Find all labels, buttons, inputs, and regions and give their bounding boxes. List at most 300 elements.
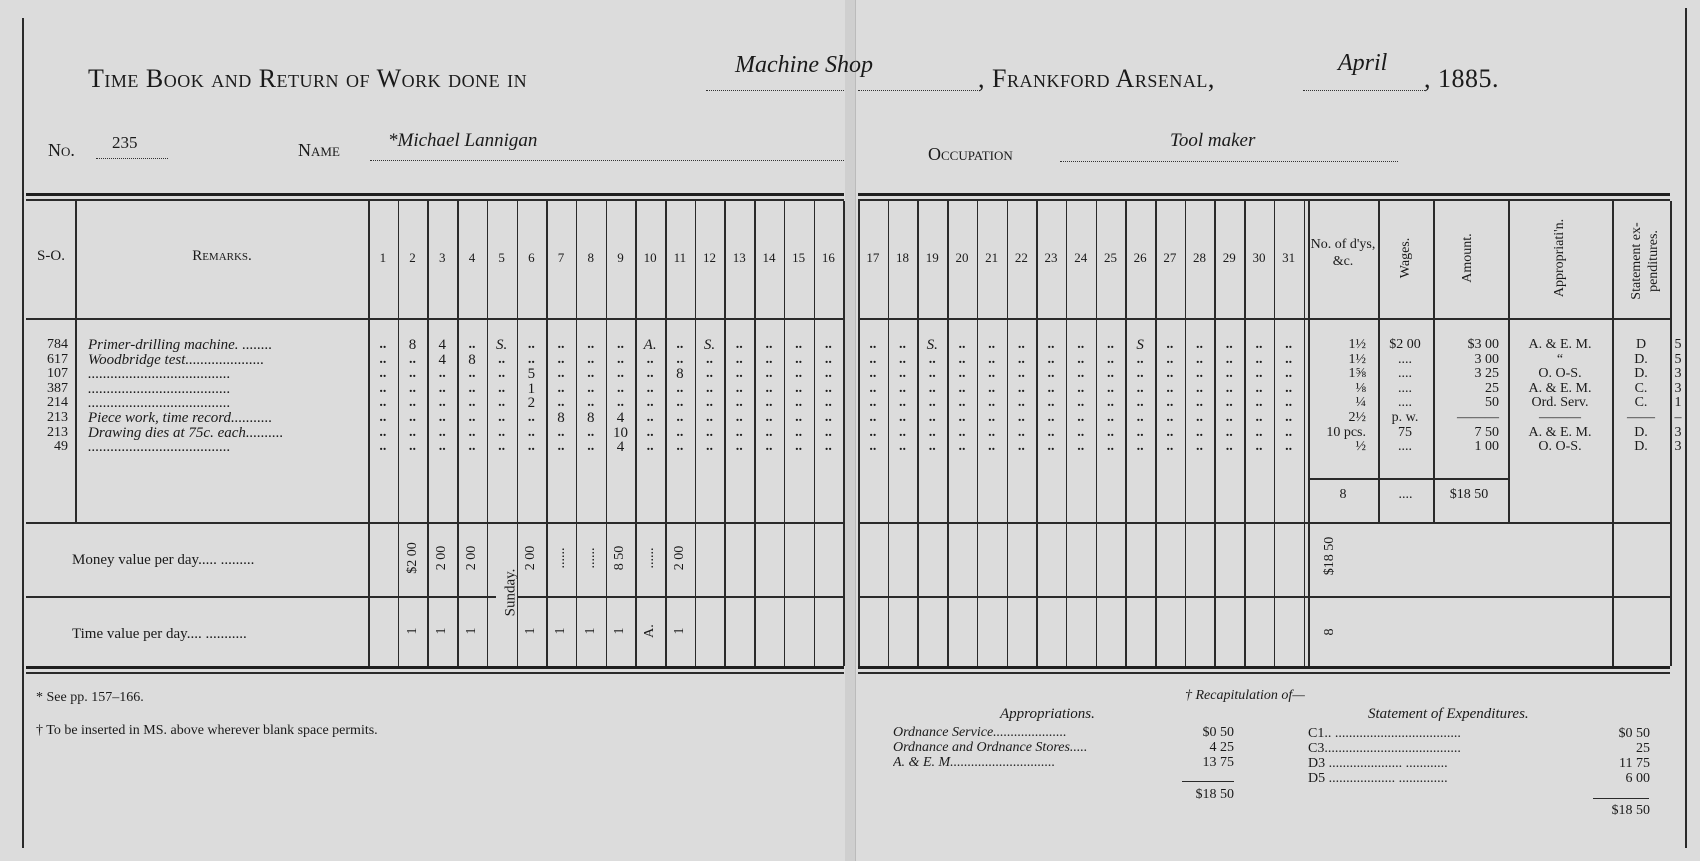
statement-cell[interactable]: D. [1634,351,1648,367]
day-cell[interactable]: .. [1225,424,1233,440]
day-cell[interactable]: .. [1166,410,1174,425]
day-cell[interactable]: .. [1106,395,1114,411]
day-cell[interactable]: .. [1285,424,1293,440]
appropriation-cell[interactable]: ——— [1539,410,1581,425]
statement-number-cell[interactable]: 3 [1674,424,1682,440]
day-cell[interactable]: .. [1225,439,1233,455]
day-cell[interactable]: .. [824,380,832,396]
day-cell[interactable]: .. [1255,410,1263,425]
day-cell[interactable]: 10 [612,424,628,441]
wages-cell[interactable]: $2 00 [1389,337,1421,352]
day-cell[interactable]: .. [735,366,743,382]
remarks-cell[interactable]: ...................................... [88,439,231,456]
day-cell[interactable]: .. [1136,424,1144,440]
day-cell[interactable]: 8 [557,410,565,426]
day-cell[interactable]: .. [706,351,714,367]
day-cell[interactable]: 8 [468,351,476,368]
day-cell[interactable]: A. [643,337,657,353]
day-cell[interactable]: .. [1017,439,1025,455]
amount-cell[interactable]: 3 25 [1474,366,1499,382]
day-cell[interactable]: .. [1166,439,1174,455]
day-cell[interactable]: .. [735,351,743,367]
day-cell[interactable]: .. [765,395,773,411]
day-cell[interactable]: .. [1285,380,1293,396]
day-cell[interactable]: .. [1225,410,1233,425]
day-cell[interactable]: .. [899,410,907,425]
day-cell[interactable]: .. [1166,395,1174,411]
day-cell[interactable]: .. [1255,439,1263,455]
wages-cell[interactable]: .... [1398,439,1412,455]
day-cell[interactable]: .. [498,424,506,440]
day-cell[interactable]: .. [468,439,476,455]
money-value-cell[interactable]: 8 50 [612,545,628,571]
day-cell[interactable]: .. [824,395,832,411]
day-cell[interactable]: .. [869,351,877,367]
day-cell[interactable]: .. [1196,351,1204,367]
day-cell[interactable]: .. [498,439,506,455]
wages-cell[interactable]: .... [1398,366,1412,382]
day-cell[interactable]: 8 [408,337,417,353]
day-cell[interactable]: .. [1017,410,1025,425]
day-cell[interactable]: .. [498,380,506,396]
money-value-cell[interactable]: ...... [553,547,569,569]
day-cell[interactable]: .. [1166,366,1174,382]
day-cell[interactable]: .. [765,410,773,425]
day-cell[interactable]: .. [735,439,743,455]
wages-cell[interactable]: .... [1398,395,1412,411]
day-cell[interactable]: .. [646,395,654,411]
day-cell[interactable]: .. [958,366,966,382]
day-cell[interactable]: .. [1077,366,1085,382]
day-cell[interactable]: .. [676,395,684,411]
amount-cell[interactable]: 25 [1485,380,1499,396]
day-cell[interactable]: .. [1077,351,1085,367]
day-cell[interactable]: .. [1166,380,1174,396]
day-cell[interactable]: .. [988,439,996,455]
day-cell[interactable]: .. [1285,366,1293,382]
day-cell[interactable]: .. [1136,351,1144,367]
remarks-cell[interactable]: Piece work, time record........... [88,410,273,426]
day-cell[interactable]: .. [735,380,743,396]
day-cell[interactable]: .. [438,424,446,440]
day-cell[interactable]: .. [1136,410,1144,425]
day-cell[interactable]: .. [899,395,907,411]
day-cell[interactable]: .. [1285,351,1293,367]
day-cell[interactable]: .. [438,380,446,396]
day-cell[interactable]: .. [988,410,996,425]
day-cell[interactable]: .. [1225,337,1233,352]
day-cell[interactable]: S. [926,337,938,353]
amount-cell[interactable]: ——— [1457,410,1499,425]
no-days-cell[interactable]: 2½ [1348,410,1366,425]
day-cell[interactable]: .. [1017,424,1025,440]
day-cell[interactable]: .. [735,410,743,425]
day-cell[interactable]: .. [557,366,565,382]
day-cell[interactable]: .. [557,380,565,396]
day-cell[interactable]: .. [928,380,936,396]
day-cell[interactable]: .. [1017,380,1025,396]
day-cell[interactable]: .. [616,366,624,382]
wages-cell[interactable]: .... [1398,380,1412,396]
appropriation-cell[interactable]: A. & E. M. [1528,380,1592,396]
day-cell[interactable]: .. [795,337,803,352]
day-cell[interactable]: .. [379,366,387,382]
day-cell[interactable]: 2 [527,395,536,412]
day-cell[interactable]: .. [1285,410,1293,425]
no-days-cell[interactable]: 1½ [1348,337,1366,352]
day-cell[interactable]: .. [795,395,803,411]
day-cell[interactable]: .. [498,366,506,382]
time-value-cell[interactable]: 1 [404,627,420,635]
day-cell[interactable]: .. [557,337,565,352]
day-cell[interactable]: .. [988,424,996,440]
statement-number-cell[interactable]: 3 [1674,380,1682,396]
day-cell[interactable]: .. [958,380,966,396]
day-cell[interactable]: .. [1077,439,1085,455]
day-cell[interactable]: .. [1196,424,1204,440]
wages-cell[interactable]: p. w. [1391,410,1419,425]
day-cell[interactable]: .. [1196,439,1204,455]
day-cell[interactable]: .. [1166,337,1174,352]
day-cell[interactable]: .. [869,439,877,455]
statement-number-cell[interactable]: 3 [1674,439,1682,455]
day-cell[interactable]: .. [1166,351,1174,367]
day-cell[interactable]: .. [899,380,907,396]
appropriation-cell[interactable]: O. O-S. [1538,366,1582,382]
day-cell[interactable]: .. [587,439,595,455]
day-cell[interactable]: .. [869,410,877,425]
day-cell[interactable]: .. [1077,395,1085,411]
amount-cell[interactable]: 3 00 [1474,351,1499,367]
day-cell[interactable]: .. [527,337,535,352]
day-cell[interactable]: .. [527,410,535,425]
day-cell[interactable]: .. [409,351,417,367]
day-cell[interactable]: .. [928,424,936,440]
day-cell[interactable]: .. [438,395,446,411]
day-cell[interactable]: .. [646,439,654,455]
day-cell[interactable]: 4 [438,351,446,368]
day-cell[interactable]: .. [1047,366,1055,382]
day-cell[interactable]: .. [379,395,387,411]
day-cell[interactable]: .. [1255,380,1263,396]
day-cell[interactable]: .. [958,351,966,367]
day-cell[interactable]: .. [616,380,624,396]
appropriation-cell[interactable]: A. & E. M. [1528,337,1592,352]
day-cell[interactable]: .. [795,439,803,455]
day-cell[interactable]: .. [676,410,684,425]
day-cell[interactable]: .. [928,395,936,411]
day-cell[interactable]: .. [1017,395,1025,411]
no-days-cell[interactable]: ¼ [1355,395,1366,411]
day-cell[interactable]: .. [899,366,907,382]
day-cell[interactable]: .. [988,395,996,411]
day-cell[interactable]: 4 [616,439,625,456]
day-cell[interactable]: .. [676,439,684,455]
day-cell[interactable]: .. [1017,366,1025,382]
remarks-cell[interactable]: Primer-drilling machine. ........ [88,337,273,353]
day-cell[interactable]: .. [587,395,595,411]
statement-number-cell[interactable]: 5 [1674,351,1682,367]
day-cell[interactable]: .. [468,337,476,352]
statement-number-cell[interactable]: – [1674,410,1682,425]
statement-number-cell[interactable]: 5 [1674,337,1682,352]
day-cell[interactable]: .. [988,351,996,367]
day-cell[interactable]: .. [706,439,714,455]
no-days-cell[interactable]: ½ [1355,439,1366,455]
day-cell[interactable]: .. [824,366,832,382]
day-cell[interactable]: .. [735,424,743,440]
day-cell[interactable]: S. [496,337,508,353]
money-value-cell[interactable]: 2 00 [523,545,539,571]
day-cell[interactable]: .. [527,351,535,367]
day-cell[interactable]: .. [1136,439,1144,455]
day-cell[interactable]: .. [438,439,446,455]
day-cell[interactable]: .. [1106,439,1114,455]
day-cell[interactable]: .. [438,366,446,382]
day-cell[interactable]: .. [928,439,936,455]
day-cell[interactable]: .. [587,351,595,367]
day-cell[interactable]: .. [706,410,714,425]
statement-cell[interactable]: D. [1634,424,1648,440]
wages-cell[interactable]: 75 [1398,424,1412,440]
day-cell[interactable]: .. [1225,351,1233,367]
day-cell[interactable]: .. [765,337,773,352]
day-cell[interactable]: 4 [438,337,446,353]
time-value-cell[interactable]: 1 [523,627,539,635]
day-cell[interactable]: .. [379,410,387,425]
time-value-cell[interactable]: 1 [553,627,569,635]
money-value-cell[interactable]: 2 00 [463,545,479,571]
day-cell[interactable]: .. [409,424,417,440]
day-cell[interactable]: .. [1017,337,1025,352]
day-cell[interactable]: .. [1255,337,1263,352]
remarks-cell[interactable]: ...................................... [88,395,231,412]
day-cell[interactable]: .. [765,380,773,396]
time-value-cell[interactable]: A. [642,624,658,638]
time-value-cell[interactable]: 1 [612,627,628,635]
day-cell[interactable]: .. [824,410,832,425]
day-cell[interactable]: .. [795,380,803,396]
day-cell[interactable]: .. [899,351,907,367]
statement-cell[interactable]: D. [1634,366,1648,382]
day-cell[interactable]: 4 [616,410,625,426]
day-cell[interactable]: .. [1136,395,1144,411]
day-cell[interactable]: .. [1047,424,1055,440]
occupation-value[interactable]: Tool maker [1170,130,1256,151]
no-value[interactable]: 235 [112,133,138,152]
day-cell[interactable]: .. [765,424,773,440]
day-cell[interactable]: .. [958,410,966,425]
day-cell[interactable]: .. [1047,410,1055,425]
day-cell[interactable]: S. [703,337,716,353]
remarks-cell[interactable]: Woodbridge test..................... [88,351,265,368]
day-cell[interactable]: .. [795,366,803,382]
day-cell[interactable]: .. [379,424,387,440]
day-cell[interactable]: .. [706,424,714,440]
day-cell[interactable]: .. [824,424,832,440]
day-cell[interactable]: .. [928,351,936,367]
statement-cell[interactable]: —— [1627,410,1655,425]
amount-cell[interactable]: 7 50 [1474,424,1499,440]
day-cell[interactable]: .. [468,410,476,425]
day-cell[interactable]: 8 [676,366,684,383]
day-cell[interactable]: .. [958,395,966,411]
day-cell[interactable]: .. [498,351,506,367]
day-cell[interactable]: .. [409,439,417,455]
day-cell[interactable]: .. [1255,351,1263,367]
day-cell[interactable]: 8 [586,410,595,426]
statement-number-cell[interactable]: 3 [1674,366,1682,382]
day-cell[interactable]: .. [1196,380,1204,396]
day-cell[interactable]: .. [1225,380,1233,396]
day-cell[interactable]: .. [616,351,624,367]
no-days-cell[interactable]: 1½ [1348,351,1366,367]
remarks-cell[interactable]: Drawing dies at 75c. each.......... [88,424,284,441]
statement-number-cell[interactable]: 1 [1674,395,1682,411]
day-cell[interactable]: .. [1047,395,1055,411]
day-cell[interactable]: S [1136,337,1144,353]
day-cell[interactable]: .. [379,439,387,455]
day-cell[interactable]: .. [795,351,803,367]
day-cell[interactable]: .. [676,351,684,367]
appropriation-cell[interactable]: O. O-S. [1538,439,1582,455]
day-cell[interactable]: .. [587,337,595,352]
remarks-cell[interactable]: ...................................... [88,366,231,383]
day-cell[interactable]: .. [899,424,907,440]
day-cell[interactable]: .. [869,366,877,382]
day-cell[interactable]: .. [1047,439,1055,455]
day-cell[interactable]: .. [1285,439,1293,455]
day-cell[interactable]: .. [468,395,476,411]
money-value-cell[interactable]: ...... [582,547,598,569]
day-cell[interactable]: .. [557,351,565,367]
day-cell[interactable]: .. [676,380,684,396]
day-cell[interactable]: .. [1136,366,1144,382]
day-cell[interactable]: .. [557,395,565,411]
day-cell[interactable]: .. [379,380,387,396]
day-cell[interactable]: .. [928,410,936,425]
day-cell[interactable]: .. [646,424,654,440]
day-cell[interactable]: .. [527,424,535,440]
day-cell[interactable]: .. [1106,337,1114,352]
day-cell[interactable]: .. [409,366,417,382]
day-cell[interactable]: .. [646,410,654,425]
time-value-cell[interactable]: 1 [434,627,450,635]
day-cell[interactable]: .. [1106,366,1114,382]
day-cell[interactable]: .. [824,351,832,367]
day-cell[interactable]: .. [616,395,624,411]
day-cell[interactable]: .. [988,380,996,396]
day-cell[interactable]: .. [1166,424,1174,440]
statement-cell[interactable]: C. [1634,380,1648,396]
day-cell[interactable]: .. [1077,410,1085,425]
appropriation-cell[interactable]: “ [1556,351,1564,367]
day-cell[interactable]: 1 [527,380,536,397]
day-cell[interactable]: .. [438,410,446,425]
day-cell[interactable]: .. [1017,351,1025,367]
day-cell[interactable]: .. [706,380,714,396]
day-cell[interactable]: .. [1047,380,1055,396]
money-value-cell[interactable]: $2 00 [404,542,420,574]
day-cell[interactable]: .. [765,366,773,382]
time-value-cell[interactable]: 1 [463,627,479,635]
day-cell[interactable]: .. [676,337,684,352]
day-cell[interactable]: .. [869,380,877,396]
amount-cell[interactable]: $3 00 [1467,337,1499,352]
day-cell[interactable]: 5 [527,366,536,383]
statement-cell[interactable]: D [1635,337,1647,352]
day-cell[interactable]: .. [765,439,773,455]
day-cell[interactable]: .. [928,366,936,382]
day-cell[interactable]: .. [468,366,476,382]
no-days-cell[interactable]: 1⅝ [1348,366,1366,382]
appropriation-cell[interactable]: A. & E. M. [1528,424,1592,440]
money-value-cell[interactable]: 2 00 [671,545,687,571]
day-cell[interactable]: .. [869,424,877,440]
day-cell[interactable]: .. [379,337,387,352]
statement-cell[interactable]: C. [1634,395,1648,411]
day-cell[interactable]: .. [735,337,743,352]
day-cell[interactable]: .. [735,395,743,411]
day-cell[interactable]: .. [869,395,877,411]
day-cell[interactable]: .. [765,351,773,367]
remarks-cell[interactable]: ...................................... [88,380,231,397]
time-value-cell[interactable]: 1 [671,627,687,635]
day-cell[interactable]: .. [587,366,595,382]
day-cell[interactable]: .. [498,395,506,411]
day-cell[interactable]: .. [409,410,417,425]
no-days-cell[interactable]: ⅛ [1355,380,1366,396]
day-cell[interactable]: .. [1077,424,1085,440]
day-cell[interactable]: .. [1047,337,1055,352]
day-cell[interactable]: .. [1225,395,1233,411]
name-value[interactable]: *Michael Lannigan [388,130,538,151]
day-cell[interactable]: .. [706,395,714,411]
money-value-cell[interactable]: ...... [642,547,658,569]
day-cell[interactable]: .. [646,351,654,367]
day-cell[interactable]: .. [988,337,996,352]
day-cell[interactable]: .. [646,366,654,382]
day-cell[interactable]: .. [498,410,506,425]
day-cell[interactable]: .. [1255,424,1263,440]
day-cell[interactable]: .. [899,439,907,455]
day-cell[interactable]: .. [1047,351,1055,367]
time-value-cell[interactable]: 1 [582,627,598,635]
day-cell[interactable]: .. [1255,366,1263,382]
day-cell[interactable]: .. [1106,424,1114,440]
day-cell[interactable]: .. [869,337,877,352]
day-cell[interactable]: .. [676,424,684,440]
day-cell[interactable]: .. [1136,380,1144,396]
money-value-cell[interactable]: 2 00 [434,545,450,571]
day-cell[interactable]: .. [958,439,966,455]
amount-cell[interactable]: 50 [1485,395,1499,411]
day-cell[interactable]: .. [1196,337,1204,352]
statement-cell[interactable]: D. [1634,439,1648,455]
day-cell[interactable]: .. [379,351,387,367]
day-cell[interactable]: .. [557,424,565,440]
day-cell[interactable]: .. [1285,337,1293,352]
day-cell[interactable]: .. [795,424,803,440]
day-cell[interactable]: .. [1196,366,1204,382]
day-cell[interactable]: .. [1196,410,1204,425]
day-cell[interactable]: .. [1196,395,1204,411]
day-cell[interactable]: .. [587,380,595,396]
day-cell[interactable]: .. [1077,337,1085,352]
day-cell[interactable]: .. [557,439,565,455]
day-cell[interactable]: .. [1285,395,1293,411]
day-cell[interactable]: .. [1106,380,1114,396]
